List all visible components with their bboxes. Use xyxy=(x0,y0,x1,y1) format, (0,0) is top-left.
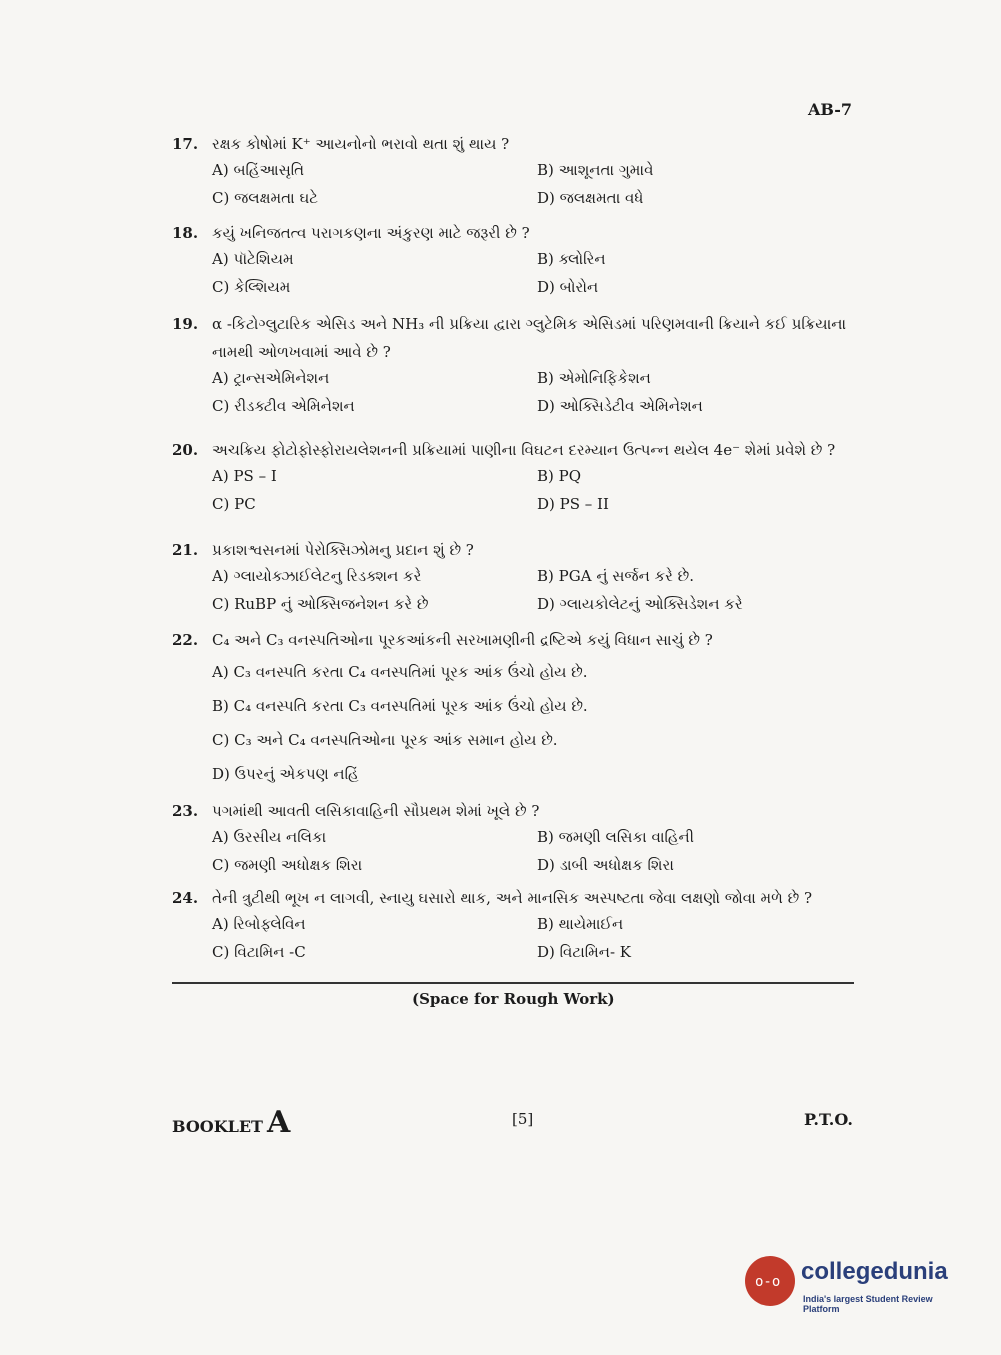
option-d: D) ડાબી અધોક્ષક શિરા xyxy=(537,856,674,874)
pto-label: P.T.O. xyxy=(804,1110,853,1129)
option-b: B) જમણી લસિકા વાહિની xyxy=(537,828,695,846)
option-c: C) જમણી અધોક્ષક શિરા xyxy=(212,856,363,874)
option-a: A) ટ્રાન્સએમિનેશન xyxy=(212,369,330,387)
question-number: 17. xyxy=(172,135,199,153)
option-c: C) RuBP નું ઓક્સિજનેશન કરે છે xyxy=(212,595,429,613)
option-a: A) PS – I xyxy=(212,467,277,485)
question-20 xyxy=(172,436,852,516)
page-number: [5] xyxy=(512,1110,534,1128)
option-d: D) PS – II xyxy=(537,495,609,513)
booklet-letter: A xyxy=(266,1105,291,1140)
option-a: A) ઉરસીય નલિકા xyxy=(212,828,327,846)
option-b: B) થાયેમાઈન xyxy=(537,915,624,933)
option-b: B) ક્લોરિન xyxy=(537,250,606,268)
question-number: 19. xyxy=(172,315,199,333)
option-d: D) ઓક્સિડેટીવ એમિનેશન xyxy=(537,397,703,415)
question-number: 18. xyxy=(172,224,199,242)
rough-work-label: (Space for Rough Work) xyxy=(412,990,615,1008)
option-d: D) જલક્ષમતા વધે xyxy=(537,189,644,207)
option-d: D) બોરોન xyxy=(537,278,599,296)
booklet-label xyxy=(172,1105,290,1140)
glasses-icon: o-o xyxy=(755,1274,781,1290)
collegedunia-logo xyxy=(745,1252,970,1314)
question-text: પગમાંથી આવતી લસિકાવાહિની સૌપ્રથમ શેમાં ખૂલે છે ? xyxy=(212,802,540,820)
option-c: C) રીડક્ટીવ એમિનેશન xyxy=(212,397,355,415)
option-d: D) ગ્લાયકોલેટનું ઓક્સિડેશન કરે xyxy=(537,595,743,613)
option-b: B) આશૂનતા ગુમાવે xyxy=(537,161,654,179)
question-text: અચક્રિય ફોટોફોસ્ફોરાયલેશનની પ્રક્રિયામાં પાણીના વિઘટન દરમ્યાન ઉત્પન્ન થયેલ 4e⁻ શેમાં પ્રવેશે છે ? xyxy=(212,441,836,459)
question-number: 22. xyxy=(172,631,199,649)
option-b: B) C₄ વનસ્પતિ કરતા C₃ વનસ્પતિમાં પૂરક આંક ઉંચો હોય છે. xyxy=(212,697,588,715)
question-text: C₄ અને C₃ વનસ્પતિઓના પૂરકઆંકની સરખામણીની દ્રષ્ટિએ કયું વિધાન સાચું છે ? xyxy=(212,631,713,649)
option-d: D) ઉપરનું એકપણ નહિં xyxy=(212,765,359,783)
question-19 xyxy=(172,310,852,418)
logo-name: collegedunia xyxy=(801,1258,948,1285)
option-a: A) બહિંઆસૃતિ xyxy=(212,161,305,179)
divider xyxy=(172,982,854,984)
option-b: B) PGA નું સર્જન કરે છે. xyxy=(537,567,695,585)
question-23 xyxy=(172,797,852,877)
option-a: A) રિબોફ્લેવિન xyxy=(212,915,306,933)
option-d: D) વિટામિન- K xyxy=(537,943,631,961)
question-22 xyxy=(172,626,852,786)
option-c: C) PC xyxy=(212,495,256,513)
question-number: 23. xyxy=(172,802,199,820)
question-18 xyxy=(172,219,852,299)
question-number: 24. xyxy=(172,889,199,907)
booklet-text: BOOKLET xyxy=(172,1117,263,1136)
option-b: B) એમોનિફિકેશન xyxy=(537,369,651,387)
logo-tagline: India's largest Student Review Platform xyxy=(803,1294,933,1314)
option-a: A) C₃ વનસ્પતિ કરતા C₄ વનસ્પતિમાં પૂરક આંક ઉંચો હોય છે. xyxy=(212,663,588,681)
option-c: C) વિટામિન -C xyxy=(212,943,306,961)
question-text: રક્ષક કોષોમાં K⁺ આયનોનો ભરાવો થતા શું થાય ? xyxy=(212,135,510,153)
option-a: A) ગ્લાયોક્ઝાઈલેટનુ રિડક્શન કરે xyxy=(212,567,422,585)
question-number: 20. xyxy=(172,441,199,459)
option-c: C) કેલ્શિયમ xyxy=(212,278,291,296)
question-17 xyxy=(172,130,852,210)
paper-code: AB-7 xyxy=(808,100,853,119)
question-number: 21. xyxy=(172,541,199,559)
option-b: B) PQ xyxy=(537,467,582,485)
question-text: પ્રકાશશ્વસનમાં પેરોક્સિઝોમનુ પ્રદાન શું છે ? xyxy=(212,541,474,559)
question-text: કયું ખનિજતત્વ પરાગકણના અંકુરણ માટે જરૂરી છે ? xyxy=(212,224,530,242)
question-text: α -કિટોગ્લુટારિક એસિડ અને NH₃ ની પ્રક્રિયા દ્વારા ગ્લુટેમિક એસિડમાં પરિણમવાની ક્રિયાને કઈ પ્રક્રિયાના નામથી ઓળખવામાં આવે છે ? xyxy=(212,315,847,361)
question-24 xyxy=(172,884,852,964)
option-c: C) C₃ અને C₄ વનસ્પતિઓના પૂરક આંક સમાન હોય છે. xyxy=(212,731,558,749)
option-a: A) પૉટેશિયમ xyxy=(212,250,294,268)
question-text: તેની ત્રુટીથી ભૂખ ન લાગવી, સ્નાયુ ઘસારો થાક, અને માનસિક અસ્પષ્ટતા જેવા લક્ષણો જોવા મળે છે ? xyxy=(212,889,813,907)
question-21 xyxy=(172,536,852,616)
option-c: C) જલક્ષમતા ઘટે xyxy=(212,189,319,207)
